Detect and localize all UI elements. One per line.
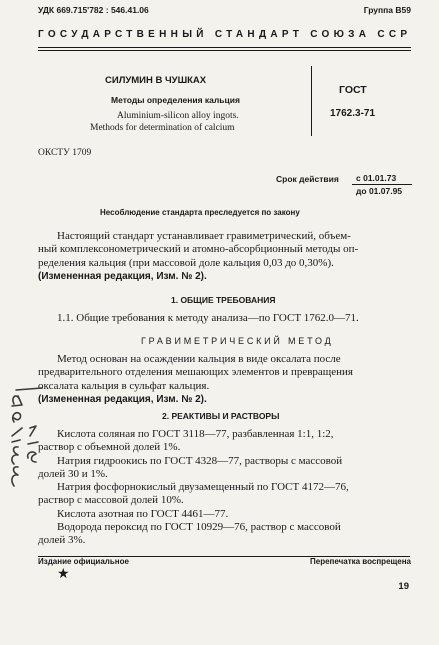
- document-title: СИЛУМИН В ЧУШКАХ: [105, 75, 207, 86]
- intro-line: ный комплексонометрический и атомно-абсорбционный методы оп-: [38, 243, 359, 256]
- reagent-line: долей 30 и 1%.: [38, 467, 108, 480]
- reagent-line: Кислота азотная по ГОСТ 4461—77.: [57, 507, 229, 520]
- validity-label: Срок действия: [276, 174, 339, 184]
- validity-rule: [352, 184, 412, 185]
- header-rule: [38, 47, 411, 48]
- section2-heading: 2. РЕАКТИВЫ И РАСТВОРЫ: [162, 411, 280, 421]
- section1-heading: 1. ОБЩИЕ ТРЕБОВАНИЯ: [171, 295, 276, 305]
- method-amendment: (Измененная редакция, Изм. № 2).: [38, 393, 207, 405]
- reagent-line: долей 3%.: [38, 534, 86, 547]
- intro-paragraph: [38, 230, 413, 283]
- title-divider: [311, 66, 312, 136]
- handwritten-note-icon: [8, 380, 46, 490]
- method-line: оксалата кальция в сульфат кальция.: [38, 379, 210, 392]
- intro-amendment: (Измененная редакция, Изм. № 2).: [38, 270, 207, 282]
- okstu-code: ОКСТУ 1709: [38, 148, 92, 158]
- gost-label: ГОСТ: [339, 84, 367, 96]
- intro-line: ределения кальция (при массовой доле кальция 0,03 до 0,30%).: [38, 256, 334, 269]
- page-number: 19: [398, 581, 409, 592]
- reagent-line: раствор с массовой долей 10%.: [38, 494, 184, 507]
- reagent-line: Натрия фосфорнокислый двузамещенный по ГОСТ 4172—76,: [57, 481, 349, 494]
- method-paragraph: [38, 353, 413, 406]
- header-rule-thin: [38, 50, 411, 51]
- reprint-prohibited: Перепечатка воспрещена: [310, 557, 411, 566]
- gravimetric-heading: ГРАВИМЕТРИЧЕСКИЙ МЕТОД: [141, 336, 334, 346]
- udk-code: УДК 669.715'782 : 546.41.06: [38, 5, 149, 15]
- law-notice: Несоблюдение стандарта преследуется по закону: [100, 208, 300, 217]
- method-line: предварительного отделения мешающих элементов и превращения: [38, 366, 353, 379]
- validity-from: с 01.01.73: [356, 173, 397, 183]
- gost-number: 1762.3-71: [330, 108, 376, 119]
- group-code: Группа В59: [363, 5, 411, 15]
- reagents-list: [38, 428, 413, 548]
- validity-to: до 01.07.95: [356, 186, 403, 196]
- reagent-line: Натрия гидроокись по ГОСТ 4328—77, растворы с массовой: [57, 454, 343, 467]
- star-icon: ★: [57, 567, 70, 582]
- section1-paragraph: [38, 312, 413, 325]
- intro-line: Настоящий стандарт устанавливает гравиметрический, объем-: [57, 230, 351, 242]
- official-edition: Издание официальное: [38, 557, 129, 566]
- english-title-line1: Aluminium-silicon alloy ingots.: [117, 111, 239, 121]
- method-line: Метод основан на осаждении кальция в виде оксалата после: [57, 353, 341, 365]
- standard-title: ГОСУДАРСТВЕННЫЙ СТАНДАРТ СОЮЗА ССР: [38, 29, 412, 40]
- document-subtitle: Методы определения кальция: [111, 95, 240, 105]
- reagent-line: Кислота соляная по ГОСТ 3118—77, разбавленная 1:1, 1:2,: [57, 428, 334, 440]
- reagent-line: раствор с объемной долей 1%.: [38, 441, 181, 454]
- reagent-line: Водорода пероксид по ГОСТ 10929—76, раствор с массовой: [57, 521, 341, 534]
- section1-text: 1.1. Общие требования к методу анализа—по ГОСТ 1762.0—71.: [57, 312, 359, 324]
- english-title-line2: Methods for determination of calcium: [90, 123, 235, 133]
